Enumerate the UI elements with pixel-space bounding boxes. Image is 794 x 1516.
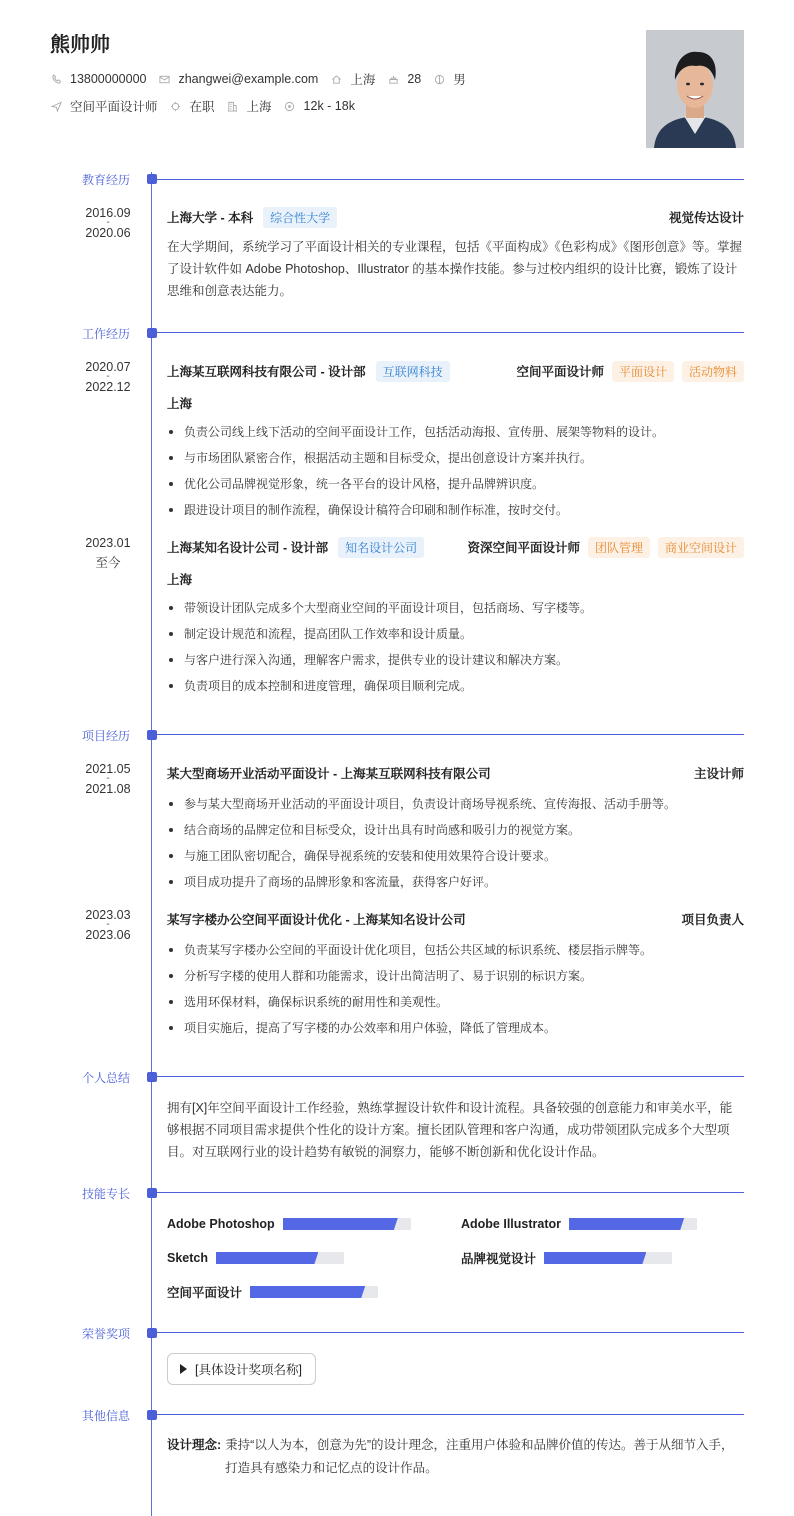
phone-icon: [50, 73, 62, 85]
date-separator: -: [106, 371, 110, 382]
intent-row: [50, 97, 367, 115]
status-icon: [170, 100, 182, 112]
list-item: 跟进设计项目的制作流程，确保设计稿符合印刷和制作标准，按时交付。: [167, 501, 744, 527]
job-intent-text: 空间平面设计师: [70, 100, 158, 114]
list-item: 负责项目的成本控制和进度管理，确保项目顺利完成。: [167, 677, 744, 703]
skill-level-bar: [283, 1218, 411, 1230]
location-item: [330, 70, 375, 88]
list-item: 结合商场的品牌定位和目标受众，设计出具有时尚感和吸引力的视觉方案。: [167, 821, 744, 847]
education-date: [80, 207, 136, 239]
company-name: 上海某知名设计公司 - 设计部: [167, 541, 329, 555]
date-end: 2020.06: [85, 226, 131, 240]
gender-item: [433, 70, 466, 88]
project-header: [167, 909, 744, 929]
age-text: 28: [407, 72, 422, 86]
gender-text: 男: [453, 73, 466, 87]
other-info-value: 秉持“以人为本，创意为先”的设计理念，注重用户体验和品牌价值的传达。善于从细节入手，打造具有感染力和记忆点的设计作品。: [225, 1438, 734, 1475]
major: 视觉传达设计: [668, 211, 744, 225]
email-item: [158, 72, 318, 86]
skill-item: [167, 1216, 411, 1232]
list-item: 项目成功提升了商场的品牌形象和客流量，获得客户好评。: [167, 873, 744, 899]
work-city: 上海: [167, 397, 193, 411]
skill-level-bar: [250, 1286, 378, 1298]
project-date: [80, 763, 136, 795]
section-divider: [156, 1332, 744, 1333]
section-divider: [156, 734, 744, 735]
list-item: 制定设计规范和流程，提高团队工作效率和设计质量。: [167, 625, 744, 651]
status-text: 在职: [189, 100, 215, 114]
date-separator: -: [106, 217, 110, 228]
date-separator: -: [106, 919, 110, 930]
skill-name: Adobe Illustrator: [461, 1217, 562, 1231]
project-role: 项目负责人: [681, 913, 744, 927]
list-item: 与客户进行深入沟通，理解客户需求，提供专业的设计建议和解决方案。: [167, 651, 744, 677]
expand-triangle-icon: [180, 1364, 187, 1374]
work-header: [167, 537, 744, 557]
award-name: [具体设计奖项名称]: [195, 1363, 302, 1377]
section-divider: [156, 332, 744, 333]
date-end: 2022.12: [85, 380, 131, 394]
email-text: zhangwei@example.com: [178, 72, 319, 86]
skill-tag: 平面设计: [612, 361, 674, 382]
list-item: 带领设计团队完成多个大型商业空间的平面设计项目，包括商场、写字楼等。: [167, 599, 744, 625]
list-item: 参与某大型商场开业活动的平面设计项目，负责设计商场导视系统、宣传海报、活动手册等。: [167, 795, 744, 821]
skill-tag: 商业空间设计: [658, 537, 744, 558]
send-icon: [50, 100, 62, 112]
other-info-key: 设计理念:: [167, 1438, 222, 1452]
section-title-skills: 技能专长: [82, 1187, 131, 1201]
project-details: [167, 941, 744, 1045]
job-role: 空间平面设计师: [516, 365, 604, 379]
skill-level-fill: [283, 1218, 398, 1230]
skill-level-fill: [250, 1286, 365, 1298]
salary-icon: [284, 100, 296, 112]
project-title: 某写字楼办公空间平面设计优化 - 上海某知名设计公司: [167, 913, 466, 927]
skill-level-bar: [544, 1252, 672, 1264]
job-role: 资深空间平面设计师: [467, 541, 580, 555]
contact-row: [50, 70, 478, 88]
school-tag: 综合性大学: [263, 207, 337, 228]
education-header: [167, 207, 744, 227]
date-separator: -: [106, 773, 110, 784]
work-city: 上海: [167, 573, 193, 587]
section-divider: [156, 1076, 744, 1077]
summary-text: 拥有[X]年空间平面设计工作经验，熟练掌握设计软件和设计流程。具备较强的创意能力和审美水平，能够根据不同项目需求提供个性化的设计方案。擅长团队管理和客户沟通，成功带领团队完成多个大型项目。对互联网行业的设计趋势有敏锐的洞察力，能够不断创新和优化设计作品。: [167, 1101, 733, 1159]
date-start: 2016.09: [85, 206, 131, 220]
section-title-summary: 个人总结: [82, 1071, 131, 1085]
company-tag: 互联网科技: [376, 361, 450, 382]
section-divider: [156, 1192, 744, 1193]
section-marker: [147, 730, 157, 740]
salary-text: 12k - 18k: [303, 99, 355, 113]
section-title-education: 教育经历: [82, 173, 131, 187]
skill-name: Adobe Photoshop: [167, 1217, 275, 1231]
list-item: 优化公司品牌视觉形象，统一各平台的设计风格，提升品牌辨识度。: [167, 475, 744, 501]
work-city-text: 上海: [246, 100, 272, 114]
date-end: 2021.08: [85, 782, 131, 796]
section-marker: [147, 1188, 157, 1198]
project-role: 主设计师: [693, 767, 744, 781]
skill-item: [461, 1250, 672, 1266]
list-item: 负责某写字楼办公空间的平面设计优化项目，包括公共区域的标识系统、楼层指示牌等。: [167, 941, 744, 967]
section-title-other: 其他信息: [82, 1409, 131, 1423]
age-icon: [387, 73, 399, 85]
location-text: 上海: [350, 73, 376, 87]
gender-icon: [433, 73, 445, 85]
skill-item: [167, 1284, 378, 1300]
date-start: 2023.03: [85, 908, 131, 922]
skill-level-fill: [544, 1252, 646, 1264]
profile-photo: [646, 30, 744, 148]
list-item: 项目实施后，提高了写字楼的办公效率和用户体验，降低了管理成本。: [167, 1019, 744, 1045]
phone-text: 13800000000: [70, 72, 147, 86]
skill-level-bar: [569, 1218, 697, 1230]
status-item: [170, 97, 215, 115]
list-item: 与施工团队密切配合，确保导视系统的安装和使用效果符合设计要求。: [167, 847, 744, 873]
home-icon: [330, 73, 342, 85]
salary-item: [284, 99, 355, 113]
phone-item: [50, 72, 146, 86]
work-date: [80, 537, 136, 569]
section-title-projects: 项目经历: [82, 729, 131, 743]
date-start: 2021.05: [85, 762, 131, 776]
date-end: 至今: [95, 556, 121, 570]
work-duties: [167, 423, 744, 527]
company-name: 上海某互联网科技有限公司 - 设计部: [167, 365, 366, 379]
skill-name: 品牌视觉设计: [461, 1252, 537, 1266]
project-date: [80, 909, 136, 941]
work-header: [167, 361, 744, 381]
education-description: 在大学期间，系统学习了平面设计相关的专业课程，包括《平面构成》《色彩构成》《图形创意》等。掌握了设计软件如 Adobe Photoshop、Illustrator 的基本操作技能。参与过校内组织的设计比赛，锻炼了设计思维和创意表达能力。: [167, 240, 743, 298]
date-end: 2023.06: [85, 928, 131, 942]
section-divider: [156, 1414, 744, 1415]
job-intent-item: [50, 97, 158, 115]
other-info: [167, 1434, 744, 1480]
project-title: 某大型商场开业活动平面设计 - 上海某互联网科技有限公司: [167, 767, 491, 781]
skill-item: [461, 1216, 697, 1232]
list-item: 选用环保材料，确保标识系统的耐用性和美观性。: [167, 993, 744, 1019]
section-marker: [147, 328, 157, 338]
project-header: [167, 763, 744, 783]
date-start: 2023.01: [85, 536, 131, 550]
project-details: [167, 795, 744, 899]
section-marker: [147, 1328, 157, 1338]
list-item: 与市场团队紧密合作，根据活动主题和目标受众，提出创意设计方案并执行。: [167, 449, 744, 475]
company-tag: 知名设计公司: [338, 537, 424, 558]
section-divider: [156, 179, 744, 180]
skill-name: 空间平面设计: [167, 1286, 243, 1300]
skill-tag: 团队管理: [588, 537, 650, 558]
skill-level-fill: [569, 1218, 684, 1230]
award-item[interactable]: [167, 1353, 316, 1385]
work-duties: [167, 599, 744, 703]
section-title-awards: 荣誉奖项: [82, 1327, 131, 1341]
age-item: [387, 72, 421, 86]
skill-item: [167, 1250, 344, 1266]
section-marker: [147, 1410, 157, 1420]
school-name: 上海大学 - 本科: [167, 211, 254, 225]
section-title-work: 工作经历: [82, 327, 131, 341]
mail-icon: [158, 73, 170, 85]
section-marker: [147, 1072, 157, 1082]
skill-tag: 活动物料: [682, 361, 744, 382]
list-item: 负责公司线上线下活动的空间平面设计工作，包括活动海报、宣传册、展架等物料的设计。: [167, 423, 744, 449]
timeline-axis: [151, 172, 152, 1516]
building-icon: [227, 100, 239, 112]
skill-name: Sketch: [167, 1251, 208, 1265]
date-start: 2020.07: [85, 360, 131, 374]
work-city-item: [227, 97, 272, 115]
candidate-name: 熊帅帅: [50, 34, 110, 56]
list-item: 分析写字楼的使用人群和功能需求，设计出简洁明了、易于识别的标识方案。: [167, 967, 744, 993]
work-date: [80, 361, 136, 393]
skill-level-fill: [216, 1252, 318, 1264]
skill-level-bar: [216, 1252, 344, 1264]
